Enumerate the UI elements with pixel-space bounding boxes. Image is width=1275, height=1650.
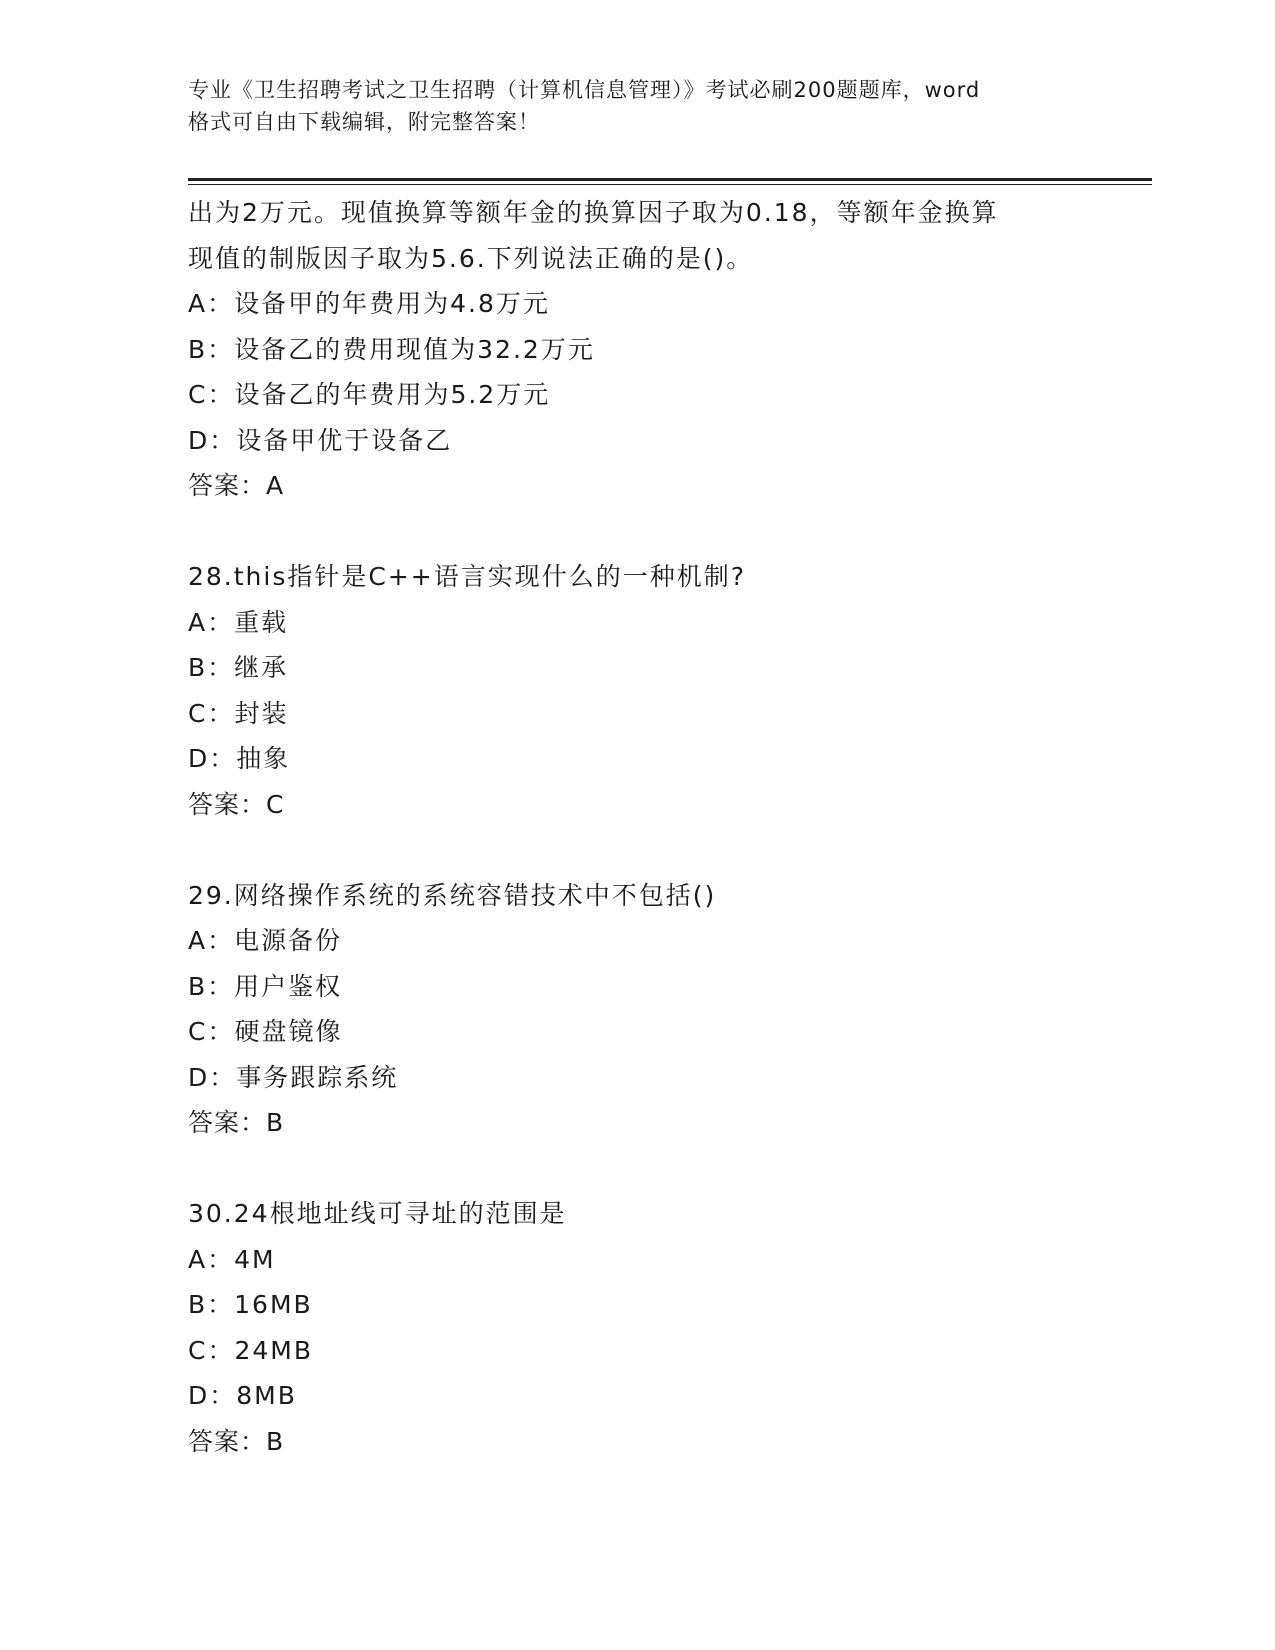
question-block-29 xyxy=(188,873,1138,1146)
question-stem-line: 出为2万元。现值换算等额年金的换算因子取为0.18，等额年金换算 xyxy=(188,198,999,227)
option-d: D：设备甲优于设备乙 xyxy=(188,425,453,455)
page-header xyxy=(188,74,1088,138)
header-rule-thin xyxy=(188,184,1152,185)
option-a: A：电源备份 xyxy=(188,926,343,955)
option-c: C：设备乙的年费用为5.2万元 xyxy=(188,380,551,409)
option-b: B：设备乙的费用现值为32.2万元 xyxy=(188,334,595,364)
option-c: C：封装 xyxy=(188,698,289,728)
option-a: A：设备甲的年费用为4.8万元 xyxy=(188,289,550,318)
question-stem-line: 现值的制版因子取为5.6.下列说法正确的是()。 xyxy=(188,243,754,273)
header-line-1: 专业《卫生招聘考试之卫生招聘（计算机信息管理）》考试必刷200题题库，word xyxy=(188,78,981,102)
option-d: D：抽象 xyxy=(188,744,291,773)
option-b: B：继承 xyxy=(188,653,289,682)
question-stem: 30.24根地址线可寻址的范围是 xyxy=(188,1199,567,1228)
question-content xyxy=(188,190,1138,1464)
option-b: B：用户鉴权 xyxy=(188,971,343,1001)
answer-line: 答案：B xyxy=(188,1108,285,1137)
option-c: C：硬盘镜像 xyxy=(188,1017,343,1046)
answer-line: 答案：B xyxy=(188,1426,285,1456)
question-stem: 29.网络操作系统的系统容错技术中不包括() xyxy=(188,880,717,910)
option-c: C：24MB xyxy=(188,1335,313,1365)
question-block-28 xyxy=(188,554,1138,827)
option-a: A：4M xyxy=(188,1244,276,1274)
header-line-2: 格式可自由下载编辑，附完整答案！ xyxy=(188,110,540,134)
answer-line: 答案：C xyxy=(188,789,285,819)
option-d: D：8MB xyxy=(188,1381,297,1410)
option-b: B：16MB xyxy=(188,1290,313,1319)
header-rule-thick xyxy=(188,178,1152,181)
option-d: D：事务跟踪系统 xyxy=(188,1062,399,1092)
option-a: A：重载 xyxy=(188,607,289,637)
question-block-30 xyxy=(188,1191,1138,1464)
question-stem: 28.this指针是C++语言实现什么的一种机制? xyxy=(188,562,746,591)
answer-line: 答案：A xyxy=(188,471,285,500)
question-block-27 xyxy=(188,190,1138,509)
